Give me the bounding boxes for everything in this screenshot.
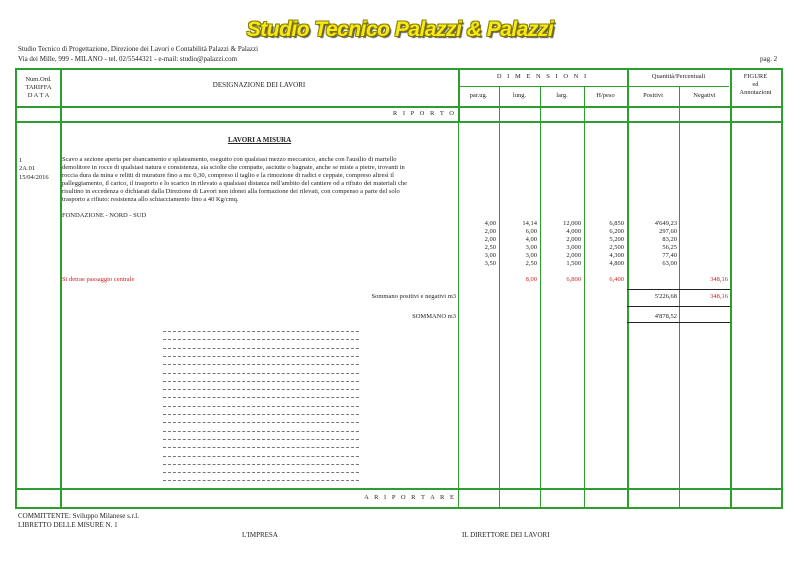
header-quantita: Quantità/Percentuali xyxy=(651,73,706,80)
measure-cell-larg: 3,000 xyxy=(566,244,581,251)
filler-dash-line xyxy=(163,339,359,340)
measure-cell-par: 2,00 xyxy=(484,236,496,243)
measure-cell-lung: 2,50 xyxy=(525,260,537,267)
measure-cell-h: 6,850 xyxy=(609,220,624,227)
detrae-larg: 6,800 xyxy=(566,276,581,283)
measure-cell-pos: 4'649,23 xyxy=(654,220,677,227)
detrae-lung: 8,00 xyxy=(525,276,537,283)
filler-dash-line xyxy=(163,422,359,423)
committente: COMMITTENTE: Sviluppo Milanese s.r.l. xyxy=(18,512,139,520)
header-data: D A T A xyxy=(27,92,50,99)
col-divider xyxy=(540,87,541,507)
filler-dash-line xyxy=(163,381,359,382)
measure-cell-pos: 56,25 xyxy=(662,244,677,251)
measure-cell-h: 5,200 xyxy=(609,236,624,243)
measure-cell-h: 2,500 xyxy=(609,244,624,251)
filler-dash-line xyxy=(163,456,359,457)
header-figure: FIGURE xyxy=(743,73,768,80)
sum-rule xyxy=(627,306,730,307)
measure-cell-larg: 1,500 xyxy=(566,260,581,267)
sommano-pos-neg-label: Sommano positivi e negativi m3 xyxy=(371,293,456,300)
section-title: LAVORI A MISURA xyxy=(228,136,292,144)
filler-dash-line xyxy=(163,472,359,473)
filler-dash-line xyxy=(163,414,359,415)
measure-cell-larg: 2,000 xyxy=(566,252,581,259)
filler-dash-line xyxy=(163,447,359,448)
measure-cell-par: 2,50 xyxy=(484,244,496,251)
col-divider xyxy=(458,123,459,507)
header-tariffa: TARIFFA xyxy=(25,84,52,91)
filler-dash-line xyxy=(163,348,359,349)
detrae-neg: 348,16 xyxy=(710,276,728,283)
measure-cell-pos: 297,60 xyxy=(659,228,677,235)
impresa-signature: L'IMPRESA xyxy=(242,531,278,539)
row-divider xyxy=(458,86,729,87)
filler-dash-line xyxy=(163,480,359,481)
header-ed: ed xyxy=(752,81,759,88)
measure-cell-pos: 77,40 xyxy=(662,252,677,259)
measure-cell-h: 4,800 xyxy=(609,260,624,267)
header-par-ug: par.ug. xyxy=(469,92,488,99)
measure-cell-lung: 3,00 xyxy=(525,252,537,259)
description-line: demolitore in rocce di qualsiasi natura e consistenza, sia sciolte che compatte, asciutte o bagnate, anche se miste a pietre, trovanti in xyxy=(62,164,405,171)
sum-rule xyxy=(627,322,730,323)
libretto: LIBRETTO DELLE MISURE N. 1 xyxy=(18,521,118,529)
filler-dash-line xyxy=(163,431,359,432)
filler-dash-line xyxy=(163,397,359,398)
measure-cell-lung: 3,00 xyxy=(525,244,537,251)
header-annotazioni: Annotazioni xyxy=(739,89,772,96)
studio-logo: Studio Tecnico Palazzi & Palazzi xyxy=(246,18,554,41)
filler-dash-line xyxy=(163,464,359,465)
detrae-label: Si detrae passaggio centrale xyxy=(62,276,135,283)
col-divider xyxy=(60,70,62,507)
measure-cell-par: 4,00 xyxy=(484,220,496,227)
filler-dash-line xyxy=(163,364,359,365)
sommano-positivi: 4'878,52 xyxy=(654,313,677,320)
row-divider xyxy=(17,488,781,490)
riporto-label: R I P O R T O xyxy=(392,110,456,117)
measure-cell-lung: 14,14 xyxy=(522,220,537,227)
measure-cell-larg: 4,000 xyxy=(566,228,581,235)
filler-dash-line xyxy=(163,373,359,374)
header-lung: lung. xyxy=(512,92,527,99)
company-name: Studio Tecnico di Progettazione, Direzione dei Lavori e Contabilità Palazzi & Palazzi xyxy=(18,45,259,53)
header-dimensioni: D I M E N S I O N I xyxy=(496,73,589,80)
sum-rule xyxy=(627,289,730,290)
description-line: Scavo a sezione aperta per sbancamento e splateamento, eseguito con qualsiasi mezzo meccanico, anche con l'ausilio di martello xyxy=(62,156,397,163)
col-divider xyxy=(584,87,585,507)
measure-cell-lung: 6,00 xyxy=(525,228,537,235)
sommano-label: SOMMANO m3 xyxy=(412,313,456,320)
header-h-peso: H/peso xyxy=(596,92,615,99)
header-larg: larg. xyxy=(556,92,568,99)
measure-cell-larg: 2,000 xyxy=(566,236,581,243)
header-num-ord: Num.Ord. xyxy=(25,76,52,83)
measure-cell-pos: 63,00 xyxy=(662,260,677,267)
measure-cell-h: 4,300 xyxy=(609,252,624,259)
filler-dash-line xyxy=(163,331,359,332)
filler-dash-line xyxy=(163,389,359,390)
description-line: risultino in eccedenza o dichiarati dalla Direzione di Lavori non idonei alla formazione dei rilevati, con compenso a parte del solo xyxy=(62,188,400,195)
col-divider xyxy=(730,70,732,507)
description-line: roccia dura da mina e relitti di murature fino a mc 0,30, compreso il taglio e la rimozione di radici e ceppaie, compreso altresì il xyxy=(62,172,394,179)
measure-cell-par: 3,00 xyxy=(484,252,496,259)
col-divider xyxy=(499,87,500,507)
location-label: FONDAZIONE - NORD - SUD xyxy=(62,212,147,219)
sommano-pos-neg-positivi: 5'226,68 xyxy=(654,293,677,300)
item-date: 15/04/2016 xyxy=(19,174,49,181)
filler-dash-line xyxy=(163,439,359,440)
header-positivi: Positivi xyxy=(643,92,663,99)
filler-dash-line xyxy=(163,356,359,357)
row-divider xyxy=(17,121,781,123)
item-tariffa: 2A.01 xyxy=(19,165,36,172)
header-negativi: Negativi xyxy=(693,92,716,99)
page-number: pag. 2 xyxy=(760,55,778,63)
measure-cell-par: 3,50 xyxy=(484,260,496,267)
measure-cell-lung: 4,00 xyxy=(525,236,537,243)
description-line: trasporto a rifiuto: resistenza allo schiacciamento fino a 40 Kg/cmq. xyxy=(62,196,239,203)
detrae-h: 6,400 xyxy=(609,276,624,283)
measure-cell-par: 2,00 xyxy=(484,228,496,235)
sommano-pos-neg-negativi: 348,16 xyxy=(710,293,728,300)
row-divider xyxy=(17,106,781,108)
a-riportare-label: A R I P O R T A R E xyxy=(364,494,456,501)
measure-cell-h: 6,200 xyxy=(609,228,624,235)
direttore-signature: IL DIRETTORE DEI LAVORI xyxy=(462,531,550,539)
measure-cell-pos: 83,20 xyxy=(662,236,677,243)
filler-dash-line xyxy=(163,406,359,407)
header-designazione: DESIGNAZIONE DEI LAVORI xyxy=(212,81,306,89)
item-number: 1 xyxy=(19,157,23,164)
company-address: Via dei Mille, 999 - MILANO - tel. 02/5544321 - e-mail: studio@palazzi.com xyxy=(18,55,238,63)
description-line: palleggiamento, il carico, il trasporto e lo scarico in rilevato a qualsiasi distanza nell'ambito del cantiere od a rifiuto dei materiali che xyxy=(62,180,408,187)
measure-cell-larg: 12,000 xyxy=(563,220,581,227)
